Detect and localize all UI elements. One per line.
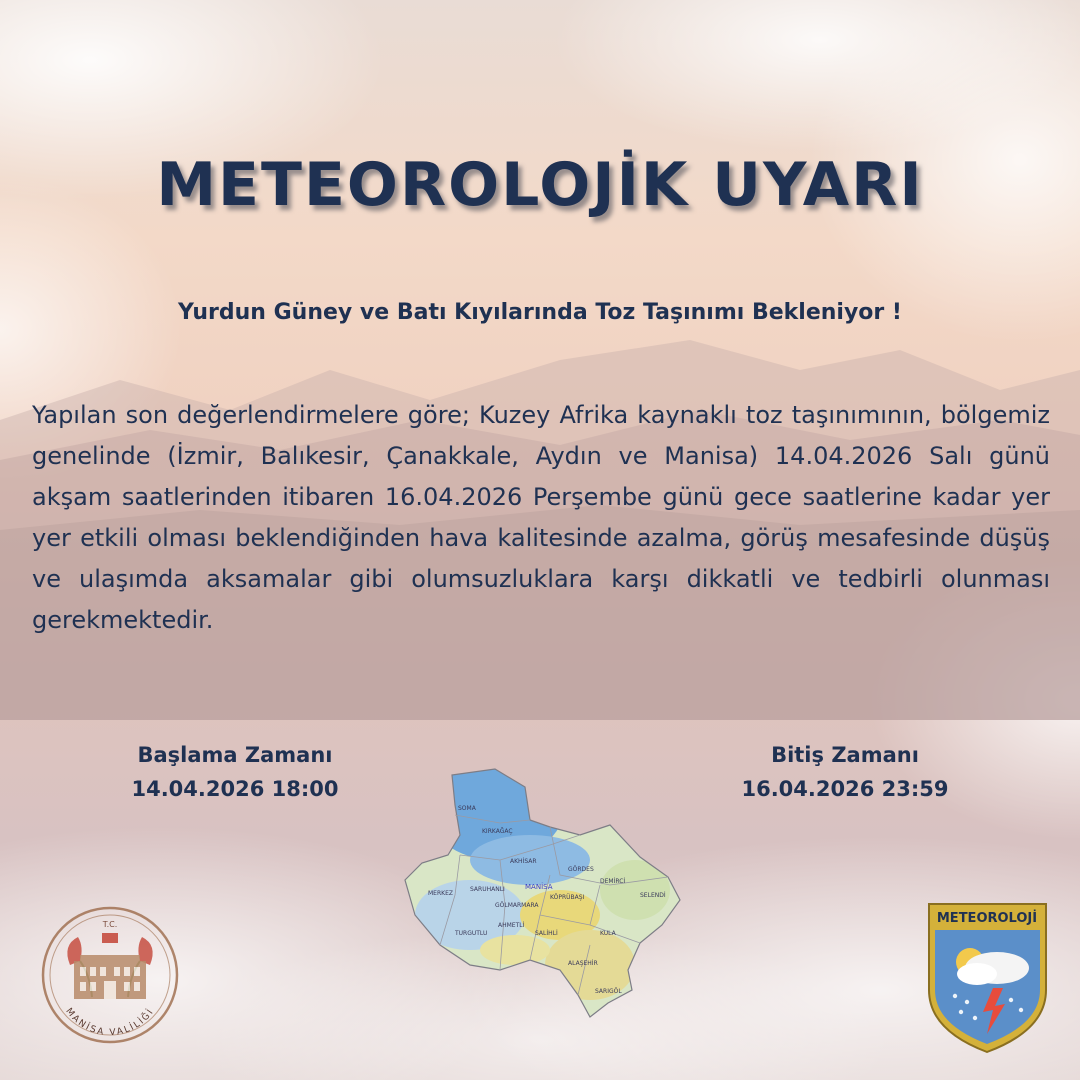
- map-label-merkez: MERKEZ: [428, 890, 453, 897]
- map-label-sarigol: SARIGÖL: [595, 988, 622, 995]
- building-icon: [74, 955, 146, 999]
- map-label-turgutlu: TURGUTLU: [455, 930, 488, 937]
- map-label-salihli: SALİHLİ: [535, 930, 558, 937]
- governorship-seal: [40, 905, 180, 1045]
- meteorology-logo: [925, 900, 1050, 1055]
- start-time-block: [85, 738, 385, 806]
- end-time-value: 16.04.2026 23:59: [741, 777, 949, 801]
- map-label-alasehir: ALAŞEHİR: [568, 960, 598, 967]
- map-label-saruhanli: SARUHANLI: [470, 886, 505, 893]
- map-label-kula: KULA: [600, 930, 616, 937]
- map-label-akhisar: AKHİSAR: [510, 858, 537, 865]
- seal-bottom-text: MANİSA VALİLİĞİ: [63, 1006, 157, 1039]
- map-label-koprubasi: KÖPRÜBAŞI: [550, 894, 585, 901]
- map-label-gordes: GÖRDES: [568, 866, 594, 873]
- province-map: [400, 765, 685, 1020]
- flag-icon: [102, 933, 118, 943]
- start-time-label: Başlama Zamanı: [137, 743, 333, 767]
- map-label-demirci: DEMİRCİ: [600, 878, 626, 885]
- warning-subtitle: Yurdun Güney ve Batı Kıyılarında Toz Taşınımı Bekleniyor !: [178, 300, 902, 325]
- map-label-manisa: MANİSA: [525, 883, 553, 891]
- map-label-ahmetli: AHMETLİ: [498, 922, 525, 929]
- map-label-soma: SOMA: [458, 805, 476, 812]
- page-title: METEOROLOJİK UYARI: [156, 150, 924, 220]
- start-time-value: 14.04.2026 18:00: [131, 777, 339, 801]
- end-time-label: Bitiş Zamanı: [771, 743, 919, 767]
- end-time-block: [695, 738, 995, 806]
- warning-body: Yapılan son değerlendirmelere göre; Kuzey Afrika kaynaklı toz taşınımının, bölgemiz genelinde (İzmir, Balıkesir, Çanakkale, Aydın ve Manisa) 14.04.2026 Salı günü akşam saatlerinden itibaren 16.04.2026 Perşembe günü gece saatlerine kadar yer yer etkili olması beklendiğinden hava kalitesinde azalma, görüş mesafesinde düşüş ve ulaşımda aksamalar gibi olumsuzluklara karşı dikkatli ve tedbirli olunması gerekmektedir.: [32, 401, 1050, 634]
- map-label-kirkagac: KIRKAĞAÇ: [482, 828, 513, 835]
- map-label-golmarmara: GÖLMARMARA: [495, 902, 539, 909]
- logo-text: METEOROLOJİ: [936, 911, 1038, 926]
- map-label-selendi: SELENDİ: [640, 892, 666, 899]
- seal-top-text: T.C.: [102, 920, 118, 929]
